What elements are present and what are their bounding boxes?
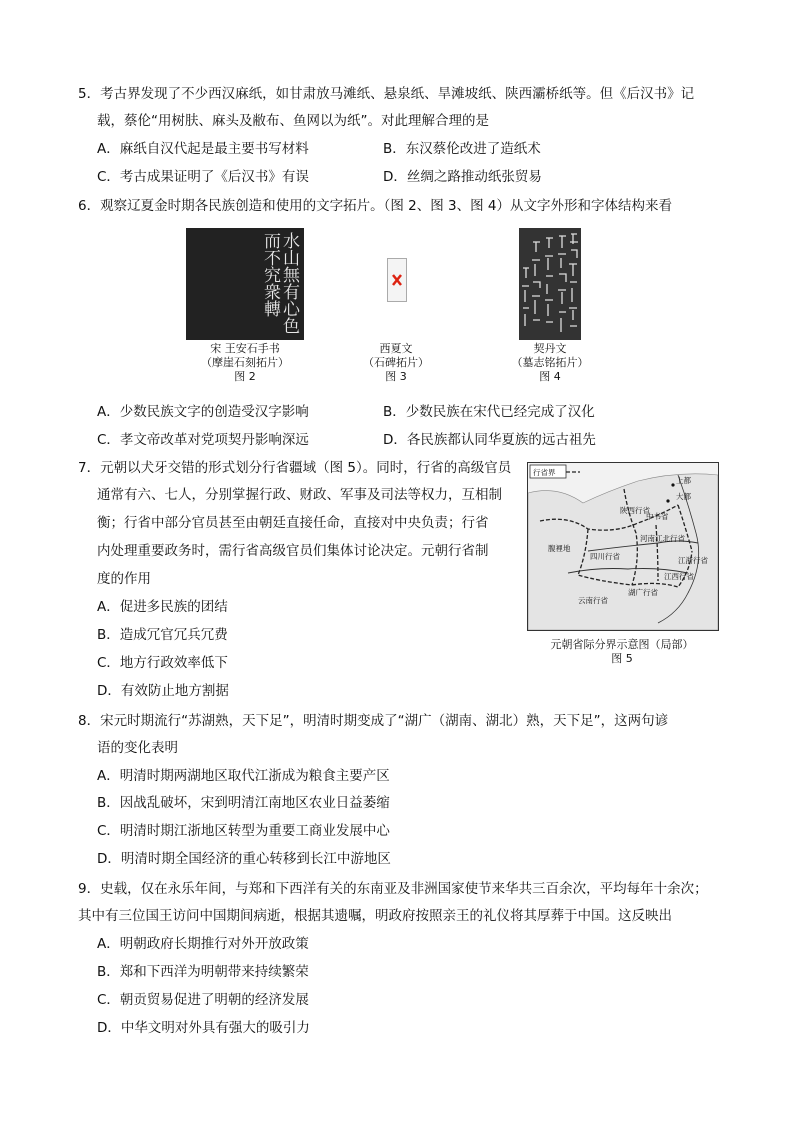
q7-stem-line4: 内处理重要政务时，需行省高级官员们集体讨论决定。元朝行省制 [97,543,489,559]
fig5-yuan-province-map [527,462,719,631]
q9-stem-line2: 其中有三位国王访问中国期间病逝，根据其遗嘱，明政府按照亲王的礼仪将其厚葬于中国。这反映出 [78,908,672,924]
broken-image-icon [388,259,406,301]
q5-option-a: A．麻纸自汉代起是最主要书写材料 [97,141,309,157]
map-drawing [528,463,718,630]
fig3-caption-number: 图 3 [385,370,407,383]
fig4-caption-title: 契丹文 [533,342,567,355]
q7-option-b: B．造成冗官冗兵冗费 [97,627,228,643]
map-label: 大都 [676,492,691,501]
q9-option-b: B．郑和下西洋为明朝带来持续繁荣 [97,964,309,980]
fig2-caption-number: 图 2 [234,370,256,383]
map-label: 河南江北行省 [640,534,685,543]
q9-option-a: A．明朝政府长期推行对外开放政策 [97,936,309,952]
q8-option-c: C．明清时期江浙地区转型为重要工商业发展中心 [97,823,390,839]
fig5-caption-number: 图 5 [611,652,633,665]
fig2-rubbing-image [186,228,304,340]
fig3-caption-type: （石碑拓片） [363,356,429,369]
khitan-script-strokes [519,228,581,340]
q6-option-c: C．孝文帝改革对党项契丹影响深远 [97,432,309,448]
q9-option-d: D．中华文明对外具有强大的吸引力 [97,1020,310,1036]
map-label: 陕西行省 [620,506,650,515]
fig5-caption-title: 元朝省际分界示意图（局部） [550,638,694,651]
map-label: 腹裡地 [548,544,571,553]
fig2-rubbing-col: 水山 [279,232,299,266]
fig2-rubbing-col: 而不 [260,232,280,266]
q8-option-b: B．因战乱破坏，宋到明清江南地区农业日益萎缩 [97,795,390,811]
q8-stem-line1: 8．宋元时期流行“苏湖熟，天下足”，明清时期变成了“湖广（湖南、湖北）熟，天下足”，这两句谚 [78,713,669,729]
q9-stem-line1: 9．史载，仅在永乐年间，与郑和下西洋有关的东南亚及非洲国家使节来华共三百余次，平均每年十余次； [78,881,708,897]
fig2-rubbing-col: 無有 [279,266,299,300]
map-legend: 行省界 [533,468,556,477]
map-label: 上都 [676,476,691,485]
q8-option-d: D．明清时期全国经济的重心转移到长江中游地区 [97,851,391,867]
q5-option-d: D．丝绸之路推动纸张贸易 [383,169,542,185]
map-label: 江西行省 [664,572,694,581]
map-label: 四川行省 [590,552,620,561]
q9-option-c: C．朝贡贸易促进了明朝的经济发展 [97,992,309,1008]
map-label: 云南行省 [578,596,608,605]
q5-option-c: C．考古成果证明了《后汉书》有误 [97,169,309,185]
map-label: 中书省 [646,512,669,521]
fig2-caption-type: （摩崖石刻拓片） [201,356,289,369]
q8-stem-line2: 语的变化表明 [97,740,178,756]
fig2-rubbing-col: 轉 [260,300,280,317]
fig4-caption-type: （墓志铭拓片） [511,356,589,369]
q6-option-d: D．各民族都认同华夏族的远古祖先 [383,432,596,448]
q5-option-b: B．东汉蔡伦改进了造纸术 [383,141,541,157]
q7-option-a: A．促进多民族的团结 [97,599,228,615]
fig2-rubbing-col: 心色 [279,300,299,334]
q5-stem-line1: 5．考古界发现了不少西汉麻纸，如甘肃放马滩纸、悬泉纸、旱滩坡纸、陕西灞桥纸等。但《后汉书》记 [78,86,695,102]
q7-option-d: D．有效防止地方割据 [97,683,229,699]
fig3-caption-title: 西夏文 [379,342,413,355]
q7-stem-line3: 衡；行省中部分官员甚至由朝廷直接任命，直接对中央负责；行省 [97,515,489,531]
q7-stem-line1: 7．元朝以犬牙交错的形式划分行省疆域（图 5）。同时，行省的高级官员 [78,460,512,476]
q7-stem-line5: 度的作用 [97,571,151,587]
map-label: 江浙行省 [678,556,708,565]
fig4-caption-number: 图 4 [539,370,561,383]
fig4-rubbing-image [519,228,581,340]
q6-option-b: B．少数民族在宋代已经完成了汉化 [383,404,595,420]
q6-stem: 6．观察辽夏金时期各民族创造和使用的文字拓片。（图 2、图 3、图 4）从文字外形和字体结构来看 [78,198,672,214]
q7-stem-line2: 通常有六、七人，分别掌握行政、财政、军事及司法等权力，互相制 [97,487,502,503]
q8-option-a: A．明清时期两湖地区取代江浙成为粮食主要产区 [97,768,390,784]
q6-option-a: A．少数民族文字的创造受汉字影响 [97,404,309,420]
fig2-rubbing-col: 究衆 [260,266,280,300]
fig2-caption-title: 宋 王安石手书 [210,342,280,355]
q7-option-c: C．地方行政效率低下 [97,655,228,671]
q5-stem-line2: 载，蔡伦“用树肤、麻头及敝布、鱼网以为纸”。对此理解合理的是 [97,113,489,129]
map-label: 湖广行省 [628,588,658,597]
fig3-broken-image [387,258,407,302]
